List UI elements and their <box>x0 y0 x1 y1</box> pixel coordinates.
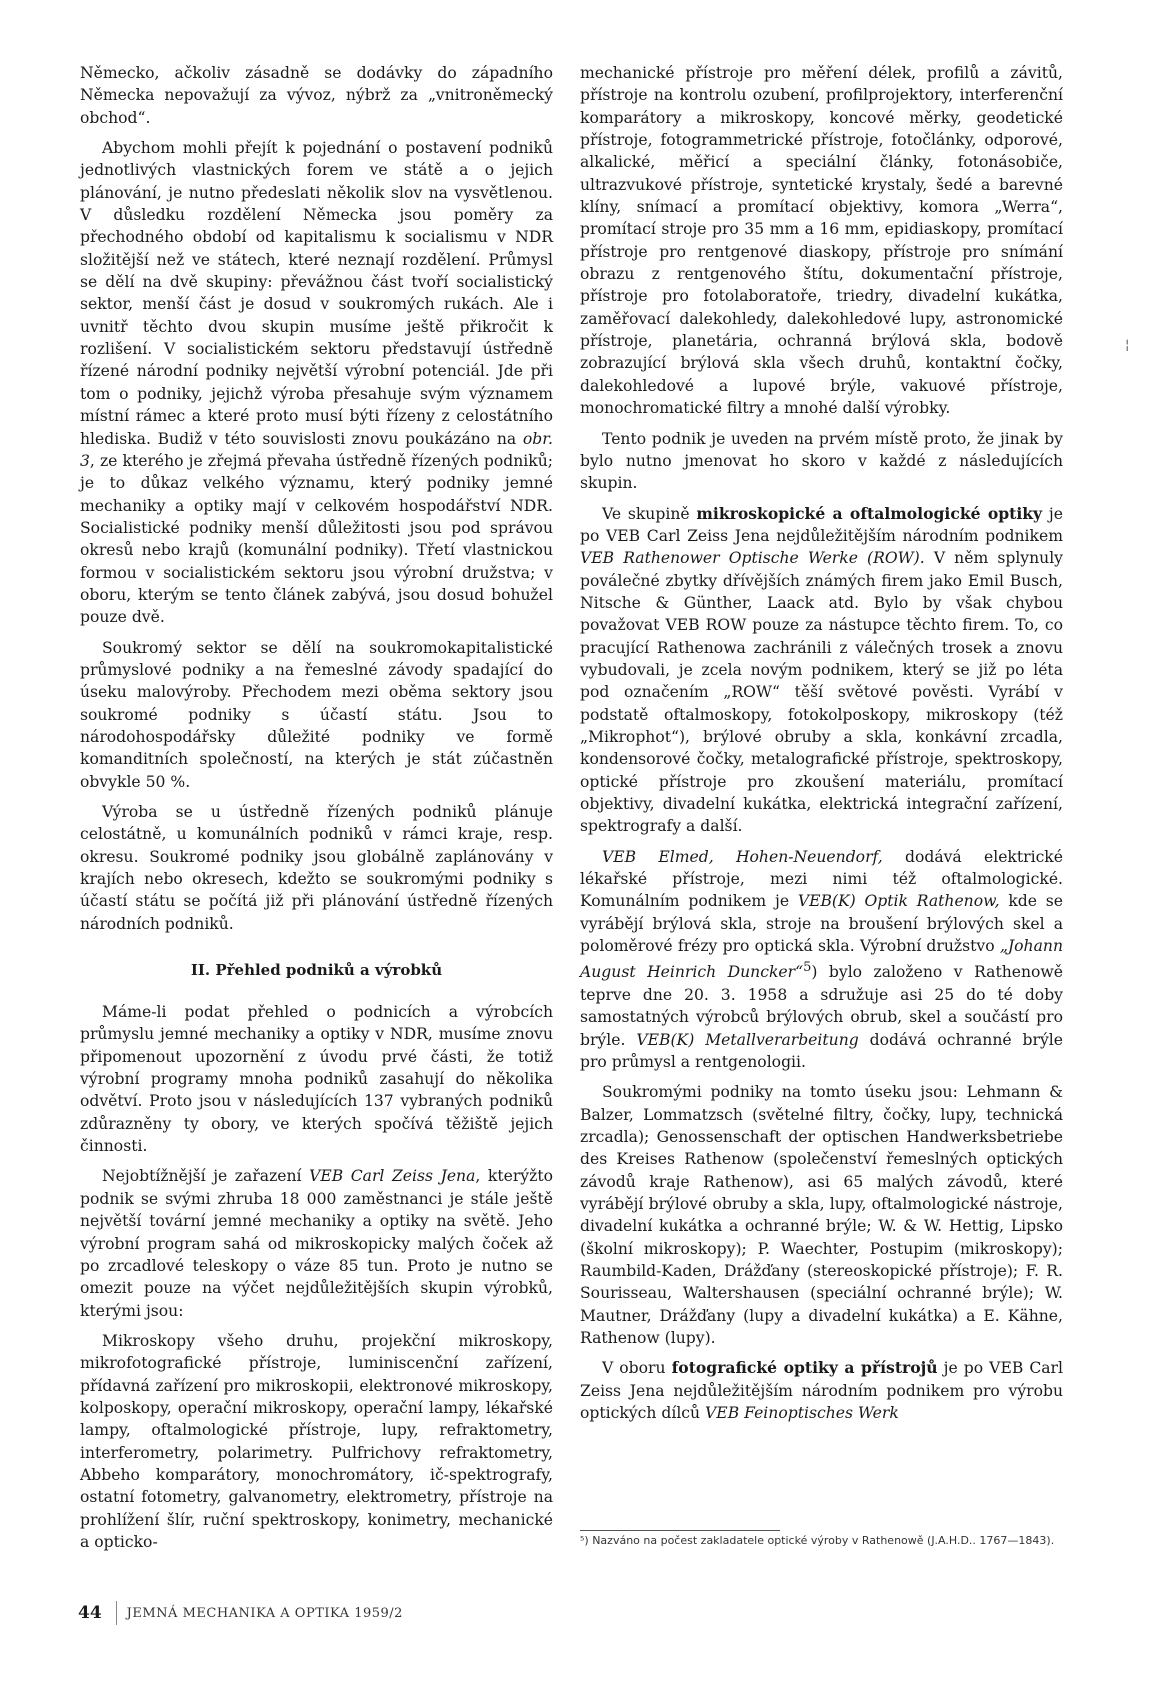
paragraph: Soukromými podniky na tomto úseku jsou: Lehmann & Balzer, Lommatzsch (světelné filtry, čočky, lupy, technická zrcadla); Genossenschaft der optischen Handwerksbetriebe des Kreises Rathenow (společenství řemeslných optických závodů kraje Rathenow), asi 65 malých závodů, které vyrábějí brýlové obruby a skla, lupy, oftalmologické nástroje, divadelní kukátka a ochranné brýle; W. & W. Hettig, Lipsko (školní mikroskopy); P. Waechter, Postupim (mikroskopy); Raumbild-Kaden, Drážďany (stereoskopické přístroje); F. R. Sourisseau, Waltershausen (speciální ochranné brýle); W. Mautner, Drážďany (lupy a divadelní kukátka) a E. Kähne, Rathenow (lupy). <box>580 1083 1063 1348</box>
paragraph-text: dodává ochranné brýle pro průmysl a rentgenologii. <box>580 1030 1063 1071</box>
paragraph: Mikroskopy všeho druhu, projekční mikroskopy, mikrofotografické přístroje, luminiscenční zařízení, přídavná zařízení pro mikroskopii, elektronové mikroskopy, kolposkopy, operační mikroskopy, operační lampy, lékařské lampy, oftalmologické přístroje, lupy, refraktometry, interferometry, polarimetry. Pulfrichovy refraktometry, Abbeho komparátory, monochromátory, ič-spektrografy, ostatní fotometry, galvanometry, elektrometry, přístroje na prohlížení šlír, ruční spektroskopy, konimetry, mechanické a opticko- <box>80 1331 553 1551</box>
paragraph <box>580 846 1063 1074</box>
footnote: ⁵) Nazváno na počest zakladatele optické výroby v Rathenowě (J.A.H.D.. 1767—1843). <box>580 1534 1055 1547</box>
journal-title: JEMNÁ MECHANIKA A OPTIKA 1959/2 <box>126 1605 403 1621</box>
paragraph: Německo, ačkoliv zásadně se dodávky do západního Německa nepovažují za vývoz, nýbrž za „vnitroněmecký obchod“. <box>80 64 553 127</box>
company-name: „Johann August Heinrich Duncker“ <box>580 937 1063 982</box>
paragraph-text: Nejobtížnější je zařazení <box>102 1167 310 1186</box>
company-name: VEB Carl Zeiss Jena <box>309 1167 476 1186</box>
paragraph: Máme-li podat přehled o podnicích a výrobcích průmyslu jemné mechaniky a optiky v NDR, musíme znovu připomenout upozornění z úvodu prvé části, že totiž výrobní programy mnoha podniků zasahují do několika odvětví. Proto jsou v následujících 137 vybraných podniků zdůrazněny ty obory, ve kterých spočívá těžiště jejich činnosti. <box>80 1003 553 1156</box>
paragraph-text: Ve skupině <box>602 504 697 523</box>
category-name: mikroskopické a oftalmologické optiky <box>696 503 1043 523</box>
paragraph: Soukromý sektor se dělí na soukromokapitalistické průmyslové podniky a na řemeslné závody spadající do úseku malovýroby. Přechodem mezi oběma sektory jsou soukromé podniky s účastí státu. Jsou to národohospodářsky důležité podniky ve formě komanditních společností, na kterých je stát zúčastněn obvykle 50 %. <box>80 638 553 791</box>
paragraph-text: , kterýžto podnik se svými zhruba 18 000 zaměstnanci je stále ještě největší tovární jemné mechaniky a optiky na světě. Jeho výrobní program sahá od mikroskopicky malých čoček až po zrcadlové teleskopy o váze 85 tun. Proto je nutno se omezit pouze na výčet nejdůležitějších skupin výrobků, kterými jsou: <box>80 1167 553 1320</box>
paragraph-text: , ze kterého je zřejmá převaha ústředně řízených podniků; je to důkaz velkého významu, který podniky jemné mechaniky a optiky mají v celkovém hospodářství NDR. Socialistické podniky menší důležitosti jsou pod správou okresů nebo krajů (komunální podniky). Třetí vlastnickou formou v socialistickém sektoru jsou výrobní družstva; v oboru, kterým se tento článek zabývá, jsou dosud bohužel pouze dvě. <box>80 451 553 627</box>
company-name: VEB(K) Optik Rathenow, <box>797 892 1000 911</box>
figure-reference: obr. 3 <box>80 429 553 470</box>
paragraph <box>580 1357 1063 1424</box>
page-footer <box>78 1600 403 1626</box>
company-name: VEB(K) Metallverarbeitung <box>636 1030 859 1049</box>
company-name: VEB Elmed, Hohen-Neuendorf, <box>602 847 883 866</box>
paragraph-text: Abychom mohli přejít k pojednání o postavení podniků jednotlivých vlastnických forem ve státě a o jejich plánování, je nutno předeslati několik slov na vysvětlenou. V důsledku rozdělení Německa jsou poměry za přechodného období od kapitalismu k socialismu v NDR složitější než ve státech, které neznají rozdělení. Průmysl se dělí na dvě skupiny: převážnou část tvoří socialistický sektor, menší část je dosud v soukromých rukách. Ale i uvnitř těchto dvou skupin musíme ještě přikročit k rozlišení. V socialistickém sektoru představují ústředně řízené národní podniky největší výrobní potenciál. Jde při tom o podniky, jejichž výroba přesahuje svým významem místní rámec a které proto musí býti řízeny z celostátního hlediska. Budiž v této souvislosti znovu poukázáno na <box>80 139 553 448</box>
company-name: VEB Rathenower Optische Werke (ROW). <box>580 549 925 568</box>
footnote-marker: 5 <box>803 960 812 976</box>
section-heading: II. Přehled podniků a výrobků <box>190 961 443 980</box>
paragraph-text: dodává elektrické lékařské přístroje, mezi nimi též oftalmologické. Komunálním podnikem je <box>580 847 1063 911</box>
paragraph-text: ) bylo založeno v Rathenowě teprve dne 20. 3. 1958 a sdružuje asi 25 do té doby samostatných výrobců brýlových obrub, skel a součástí pro brýle. <box>580 963 1064 1049</box>
paragraph: mechanické přístroje pro měření délek, profilů a závitů, přístroje na kontrolu ozubení, profilprojektory, interferenční komparátory a mikroskopy, koncové měrky, geodetické přístroje, fotogrammetrické přístroje, fotočlánky, odporové, alkalické, měřicí a speciální články, fotonásobiče, ultrazvukové přístroje, syntetické krystaly, šedé a barevné klíny, snímací a promítací objektivy, komora „Werra“, promítací stroje pro 35 mm a 16 mm, epidiaskopy, promítací přístroje pro rentgenové diaskopy, přístroje pro snímání obrazu z rentgenového štítu, dokumentační přístroje, přístroje pro fotolaboratoře, triedry, divadelní kukátka, zaměřovací dalekohledy, dalekohledové lupy, astronomické přístroje, planetária, ochranná brýlová skla, bodově zobrazující brýlová skla všech druhů, kontaktní čočky, dalekohledové a lupové brýle, vakuové přístroje, monochromatické filtry a mnohé další výrobky. <box>580 64 1063 418</box>
paragraph-text: V něm splynuly poválečné zbytky dřívějších známých firem jako Emil Busch, Nitsche & Günther, Laack atd. Bylo by však chybou považovat VEB ROW pouze za nástupce těchto firem. To, co pracující Rathenowa zachránili z válečných trosek a znovu vybudovali, je zcela novým podnikem, který se již po léta pod označením „ROW“ těší světové pověsti. Vyrábí v podstatě oftalmoskopy, fotokolposkopy, mikroskopy (též „Mikrophot“), brýlové obruby a skla, konkávní zrcadla, kondensorové čočky, metalografické přístroje, spektroskopy, optické přístroje pro zkoušení materiálu, promítací objektivy, divadelní kukátka, elektrická integrační zařízení, spektrografy a další. <box>580 549 1063 836</box>
company-name: VEB Feinoptisches Werk <box>705 1404 899 1423</box>
footnote-rule <box>580 1530 780 1531</box>
category-name: fotografické optiky a přístrojů <box>671 1358 938 1378</box>
right-column <box>580 62 1063 1432</box>
paragraph <box>80 1165 553 1321</box>
paragraph-text: V oboru <box>602 1359 672 1378</box>
paragraph <box>80 137 553 629</box>
paragraph-text: je po VEB Carl Zeiss Jena nejdůležitějším národním podnikem <box>580 504 1063 545</box>
paragraph <box>580 503 1063 838</box>
paragraph: Tento podnik je uveden na prvém místě proto, že jinak by bylo nutno jmenovat ho skoro v každé z následujících skupin. <box>580 429 1063 493</box>
paragraph-text: kde se vyrábějí brýlová skla, stroje na broušení brýlových skel a poloměrové frézy pro optická skla. Výrobní družstvo <box>580 892 1063 956</box>
footer-divider <box>116 1601 117 1625</box>
page-number: 44 <box>78 1603 102 1623</box>
left-column <box>80 62 553 1561</box>
paragraph-text: je po VEB Carl Zeiss Jena nejdůležitějším národním podnikem pro výrobu optických dílců <box>580 1359 1063 1423</box>
paragraph: Výroba se u ústředně řízených podniků plánuje celostátně, u komunálních podniků v rámci kraje, resp. okresu. Soukromé podniky jsou globálně zaplánovány v krajích nebo okresech, kdežto se soukromými podniky s účastí státu se počítá již při plánování ústředně řízených národních podniků. <box>80 803 553 933</box>
margin-mark: ¦ <box>1125 338 1130 353</box>
